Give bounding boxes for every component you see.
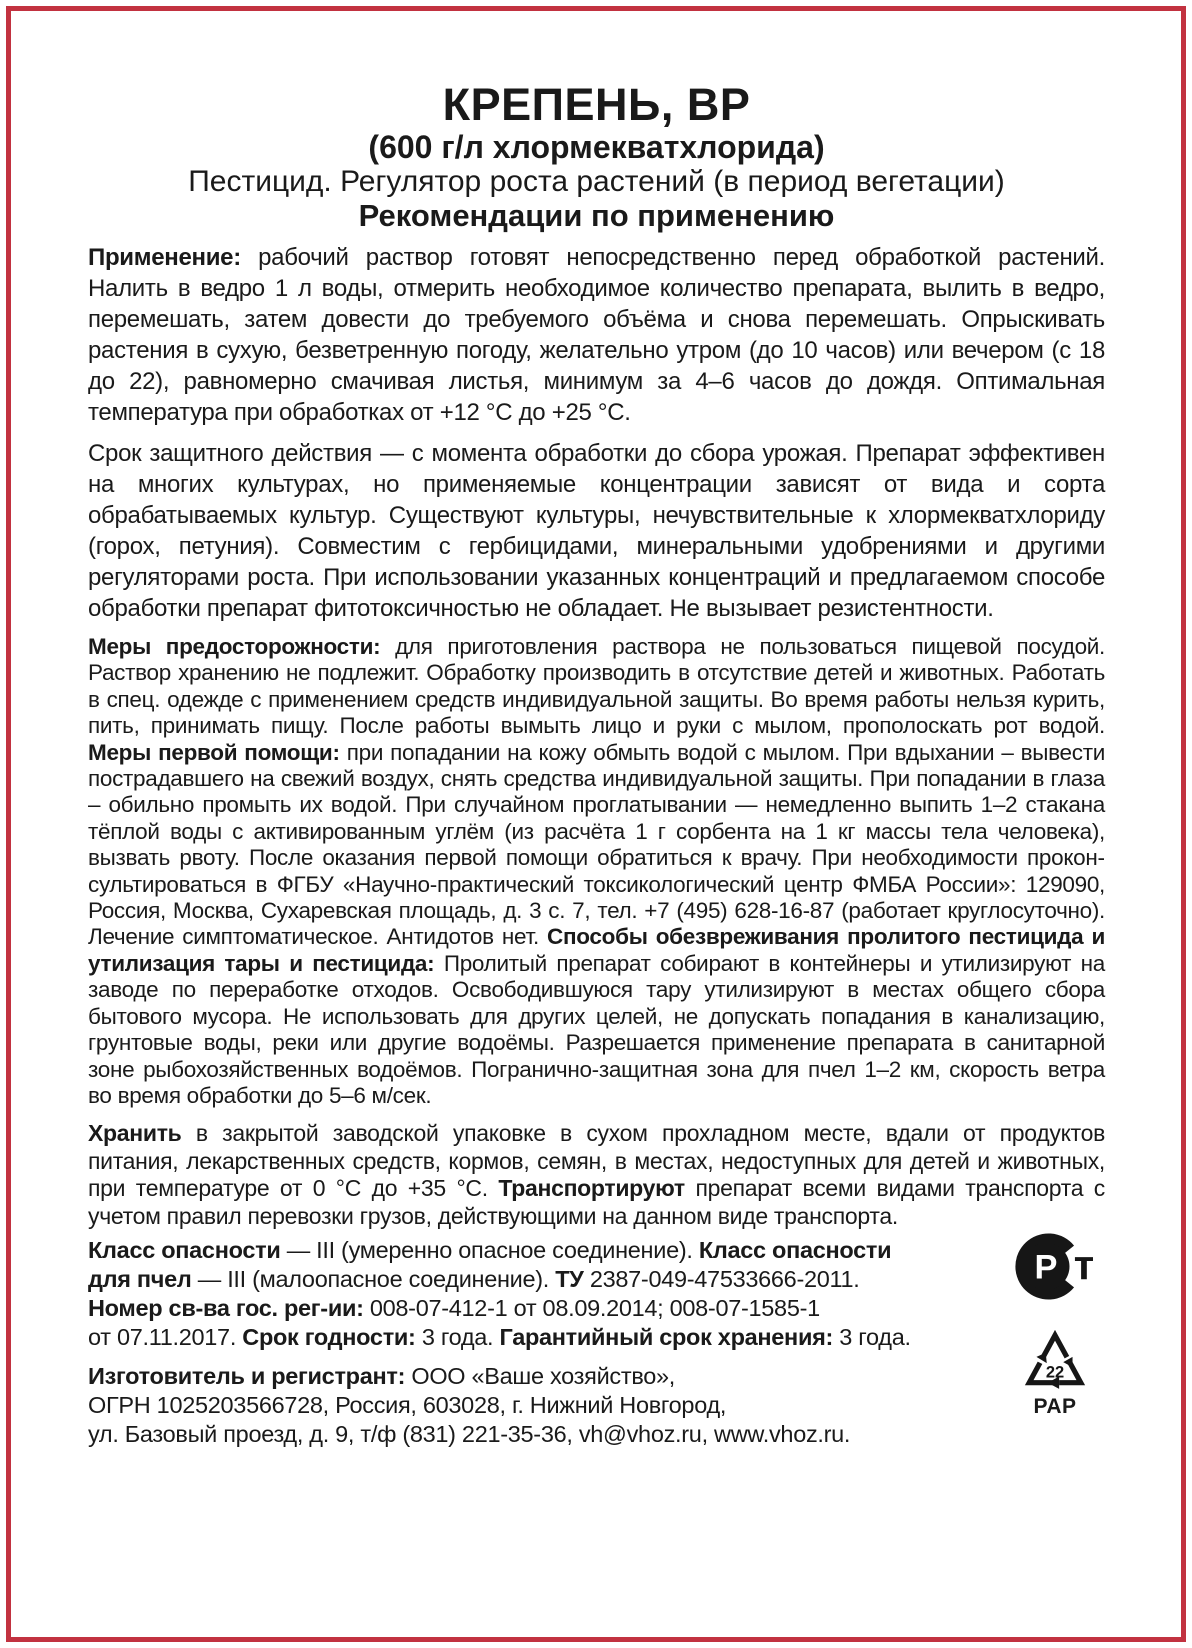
text-segment: от 07.11.2017.	[88, 1324, 243, 1351]
text-segment: ООО «Ваше хозяйство»,	[405, 1363, 676, 1390]
text-segment: при попадании на кожу обмыть водой с мылом. При вдыхании – вывести пострадавшего на свежий воздух, снять средства индивидуальной защиты. При попадании в глаза – обильно промыть их водой. При случайном проглатывании — немедленно выпить 1–2 стакана тёплой воды с активированным углём (из расчёта 1 г сорбента на 1 кг массы тела человека), вызвать рвоту. После оказания первой помощи обратиться к врачу. При необходимости проконсультироваться в ФГБУ «Научно-практический токсикологический центр ФМБА России»: 129090, Россия, Москва, Сухаревская площадь, д. 3 с. 7, тел. +7 (495) 628-16-87 (работает круглосуточно). Лечение симптоматическое. Антидотов нет.	[88, 739, 1105, 950]
text-segment: Срок защитного действия — с момента обработки до сбора урожая. Препарат эффективен на многих культурах, но применяемые концентрации зависят от вида и сорта обрабатываемых культур. Существуют культуры, нечувствительные к хлормекватхлориду (горох, петуния). Совместим с гербицидами, минеральными удобрениями и другими регуляторами роста. При использовании указанных концентраций и предлагаемом способе обработки препарат фитотоксичностью не обладает. Не вызывает резистентности.	[88, 440, 1105, 622]
bottom-section	[88, 1236, 1105, 1449]
text-segment: ТУ	[555, 1266, 584, 1293]
text-segment: Применение:	[88, 244, 241, 271]
manufacturer-block	[88, 1362, 960, 1449]
product-type-line: Пестицид. Регулятор роста растений (в период вегетации)	[188, 165, 1005, 198]
text-segment: Меры предосторожности:	[88, 634, 381, 659]
protection-period-paragraph	[88, 438, 1105, 624]
text-segment: для приготовления раствора не пользоваться пищевой посудой. Раствор хранению не подлежит. Обработку производить в отсутствие детей и животных. Работать в спец. одежде с применением средств индивидуальной защиты. Во время работы нельзя курить, пить, принимать пищу. После работы вымыть лицо и руки с мылом, прополоскать рот водой.	[88, 634, 1106, 739]
text-segment: Пролитый препарат собирают в контейнеры и утилизируют на заводе по переработке отходов. Освободившуюся тару утилизируют в местах общего сбора бытового мусора. Не использовать для других целей, не допускать попадания в канализацию, грунтовые воды, реки или другие водоёмы. Разрешается применение препарата в санитарной зоне рыбохозяйственных водоёмов. Погранично-защитная зона для пчел 1–2 км, скорость ветра во время обработки до 5–6 м/сек.	[88, 950, 1105, 1108]
hazard-class-block	[88, 1236, 960, 1352]
text-segment: Класс опасности	[88, 1237, 281, 1264]
text-segment: рабочий раствор готовят непосредственно перед обработкой растений. Налить в ведро 1 л воды, отмерить необходимое количество препарата, вылить в ведро, перемешать, затем довести до требуемого объёма и снова перемешать. Опрыскивать растения в сухую, безветренную погоду, желательно утром (до 10 часов) или вечером (с 18 до 22), равномерно смачивая листья, минимум за 4–6 часов до дождя. Оптимальная температура при обработках от +12 °C до +25 °C.	[88, 244, 1105, 426]
bottom-text-column	[88, 1236, 960, 1449]
text-segment: Класс опасности	[698, 1237, 892, 1264]
header	[88, 81, 1105, 233]
precautions-paragraph	[88, 634, 1105, 1109]
label-content	[88, 11, 1105, 1449]
text-line	[88, 1323, 960, 1352]
recycling-code: 22	[1045, 1363, 1065, 1382]
text-segment: — III (малоопасное соединение).	[191, 1266, 556, 1293]
text-segment: — III (умеренно опасное соединение).	[280, 1237, 699, 1264]
active-ingredient-line: (600 г/л хлормекватхлорида)	[368, 129, 825, 165]
text-segment: 3 года.	[833, 1324, 911, 1351]
text-segment: Меры первой помощи:	[88, 739, 340, 765]
text-segment: ОГРН 1025203566728, Россия, 603028, г. Нижний Новгород,	[88, 1392, 727, 1419]
text-segment: 3 года.	[415, 1324, 500, 1351]
storage-paragraph	[88, 1120, 1105, 1230]
text-segment: Срок годности:	[242, 1324, 416, 1351]
text-segment: Хранить	[88, 1120, 182, 1147]
text-segment: Способы обезвреживания пролитого пестицида и утилизация тары и пестицида:	[88, 924, 1105, 976]
text-segment: препарат всеми видами транспорта с учетом правил перевозки грузов, действующими на данном виде транспорта.	[88, 1175, 1105, 1229]
rst-p-letter: Р	[1034, 1248, 1058, 1287]
text-segment: в закрытой заводской упаковке в сухом прохладном месте, вдали от продуктов питания, лекарственных средств, кормов, семян, в местах, недоступных для детей и животных, при температуре от 0 °C до +35 °C.	[88, 1120, 1105, 1202]
text-line	[88, 1236, 960, 1265]
text-line	[88, 1391, 960, 1420]
text-segment: Гарантийный срок хранения:	[499, 1324, 834, 1351]
rst-certification-icon	[1007, 1232, 1103, 1306]
text-segment: Изготовитель и регистрант:	[88, 1363, 406, 1390]
text-line	[88, 1265, 960, 1294]
recycling-triangle-icon	[1022, 1330, 1088, 1390]
text-line	[88, 1362, 960, 1391]
product-title: КРЕПЕНЬ, ВР	[442, 79, 751, 130]
recycling-mark	[1022, 1330, 1088, 1419]
text-line	[88, 1420, 960, 1449]
certification-marks	[1005, 1236, 1105, 1419]
marks-column	[960, 1236, 1105, 1449]
text-segment: Номер св-ва гос. рег-ии:	[88, 1295, 364, 1322]
text-segment: 2387-049-47533666-2011.	[583, 1266, 860, 1293]
recycling-material-label: PAP	[1033, 1395, 1077, 1419]
text-line	[88, 1294, 960, 1323]
recommendations-heading: Рекомендации по применению	[358, 198, 835, 233]
rst-t-letter: т	[1073, 1241, 1095, 1289]
text-segment: 008-07-412-1 от 08.09.2014; 008-07-1585-1	[363, 1295, 820, 1322]
text-segment: Транспортируют	[498, 1175, 685, 1202]
text-segment: ул. Базовый проезд, д. 9, т/ф (831) 221-35-36, vh@vhoz.ru, www.vhoz.ru.	[88, 1421, 851, 1448]
application-paragraph	[88, 242, 1105, 428]
text-segment: для пчел	[88, 1266, 192, 1293]
